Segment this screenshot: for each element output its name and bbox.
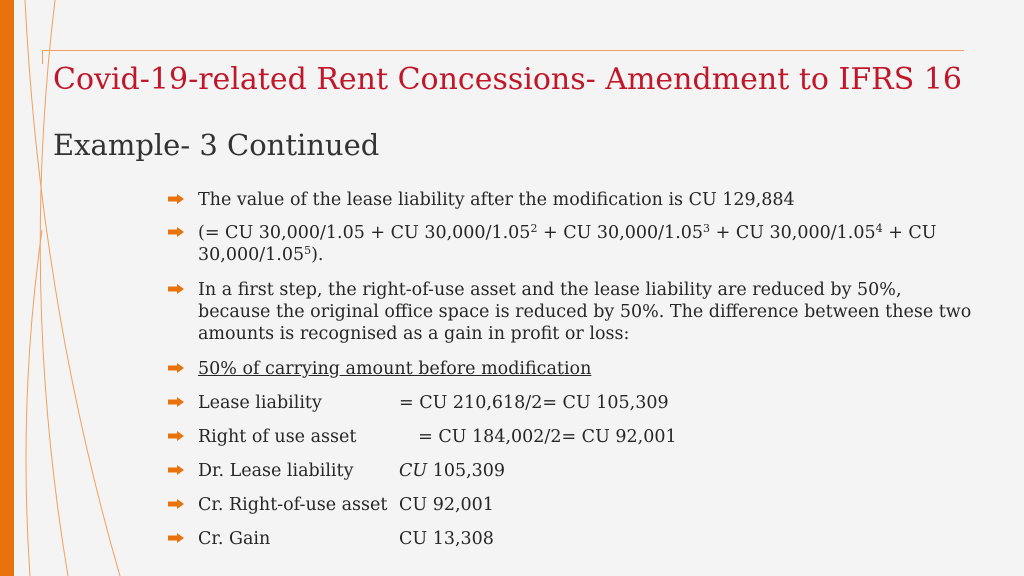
row-value: = CU 184,002/2= CU 92,001 xyxy=(407,427,677,447)
row-label: Cr. Gain xyxy=(198,529,271,549)
header-rule-tick xyxy=(42,50,43,64)
arrow-right-icon xyxy=(168,465,184,475)
list-item xyxy=(168,460,978,482)
list-item xyxy=(168,358,978,380)
arrow-right-icon xyxy=(168,499,184,509)
row-value: = CU 210,618/2= CU 105,309 xyxy=(399,393,669,413)
row-currency: CU xyxy=(399,461,428,481)
row-value: 105,309 xyxy=(427,461,506,481)
carrying-amount-heading: 50% of carrying amount before modification xyxy=(198,359,592,379)
formula-text: (= CU 30,000/1.05 + CU $30,000/1.05^2$ + CU $30,000/1.05^3$ + CU $30,000/1.05^4$ + CU 30,000/1.05$^5$). xyxy=(198,222,937,265)
arrow-right-icon xyxy=(168,533,184,543)
arrow-right-icon xyxy=(168,194,184,204)
row-label: Cr. Right-of-use asset xyxy=(198,495,388,515)
arrow-right-icon xyxy=(168,431,184,441)
list-item xyxy=(168,392,978,414)
row-value: CU 13,308 xyxy=(399,529,494,549)
row-label: Lease liability xyxy=(198,393,322,413)
first-step-text: In a first step, the right-of-use asset and the lease liability are reduced by 50%, because the original office space is reduced by 50%. The difference between these two amounts is recognised as a gain in profit or loss: xyxy=(198,280,972,344)
row-label: Dr. Lease liability xyxy=(198,461,354,481)
row-value: CU 92,001 xyxy=(399,495,494,515)
header-rule xyxy=(42,50,964,51)
arrow-right-icon xyxy=(168,284,184,294)
row-label: Right of use asset xyxy=(198,427,357,447)
lease-liability-value-text: The value of the lease liability after the modification is CU 129,884 xyxy=(198,190,795,210)
arrow-right-icon xyxy=(168,227,184,237)
list-item xyxy=(168,494,978,516)
list-item xyxy=(168,426,978,448)
bullet-list xyxy=(168,189,978,550)
list-item xyxy=(168,189,978,211)
list-item xyxy=(168,528,978,550)
list-item xyxy=(168,222,978,266)
list-item xyxy=(168,279,978,345)
slide-title: Covid-19-related Rent Concessions- Amendment to IFRS 16 xyxy=(53,62,962,97)
arrow-right-icon xyxy=(168,397,184,407)
arrow-right-icon xyxy=(168,363,184,373)
slide-subtitle: Example- 3 Continued xyxy=(53,128,380,162)
